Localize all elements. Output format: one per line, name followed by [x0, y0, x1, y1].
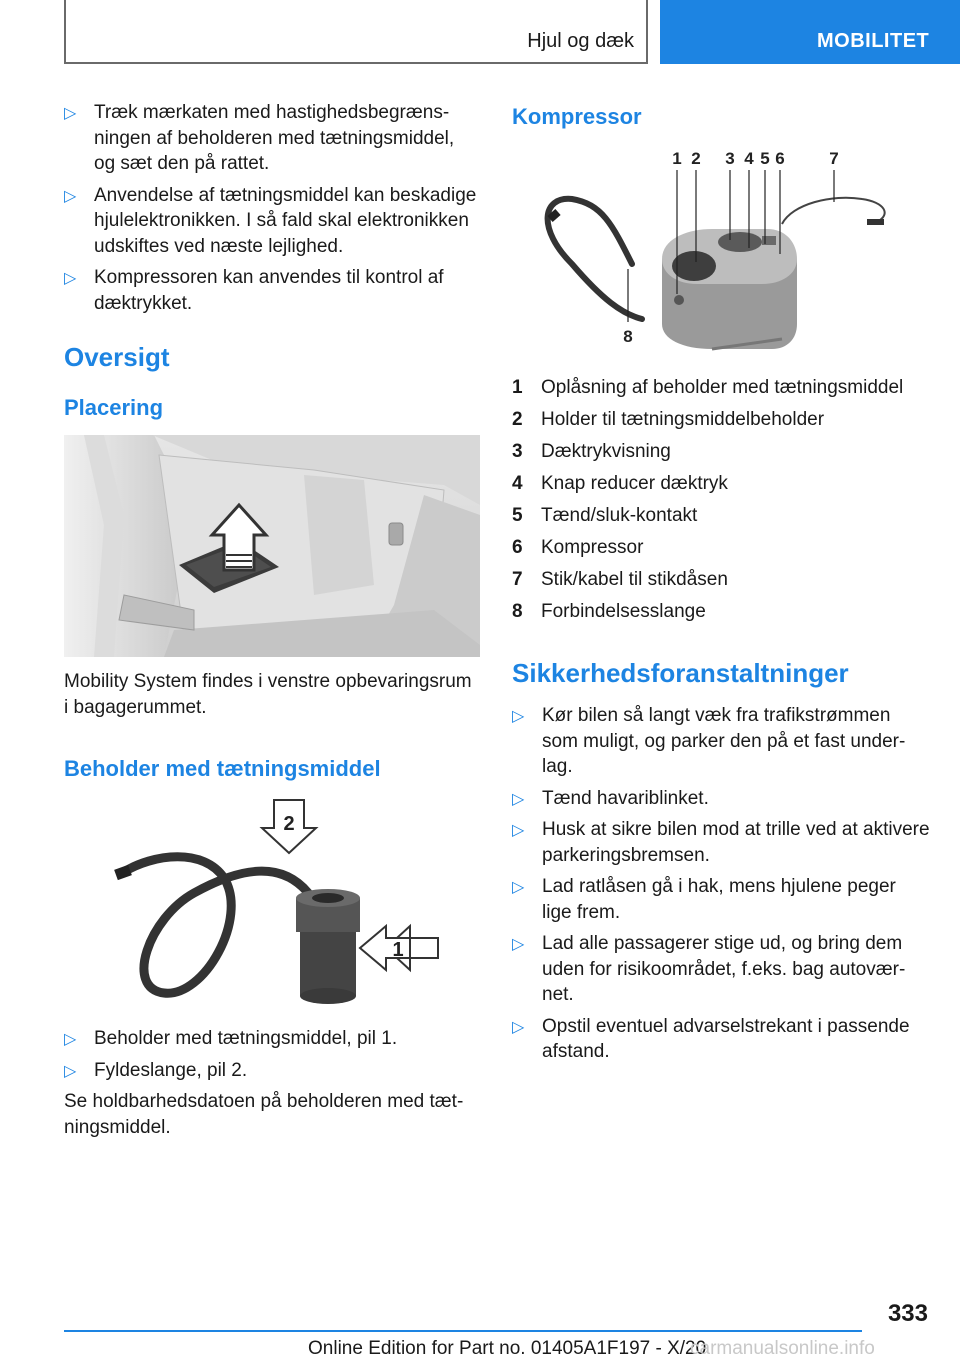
triangle-right-icon: ▷ — [64, 1031, 77, 1048]
list-item: ▷ Træk mærkaten med hastighedsbegræns-ningen af beholderen med tætningsmiddel, og sæt den på rattet. — [64, 102, 455, 174]
compressor-legend — [512, 372, 930, 628]
legend-item: 2 Holder til tætningsmiddelbeholder — [512, 409, 825, 430]
chapter-tab-label: MOBILITET — [817, 30, 930, 52]
list-item: ▷ Lad alle passagerer stige ud, og bring dem uden for risikoområdet, f.eks. bag autovær-net. — [512, 933, 906, 1005]
sealant-container-image — [64, 798, 480, 1016]
legend-item: 5 Tænd/sluk-kontakt — [512, 505, 698, 526]
chapter-tab — [660, 0, 960, 64]
section-title: Hjul og dæk — [527, 30, 634, 52]
list-item: ▷ Kompressoren kan anvendes til kontrol af dæktrykket. — [64, 267, 444, 314]
triangle-right-icon: ▷ — [512, 1018, 525, 1036]
triangle-right-icon: ▷ — [64, 105, 77, 122]
legend-item: 6 Kompressor — [512, 537, 644, 558]
footer-divider — [64, 1330, 862, 1332]
legend-item: 8 Forbindelsesslange — [512, 601, 706, 622]
diagram-number: 7 — [829, 149, 839, 168]
triangle-right-icon: ▷ — [512, 822, 525, 839]
list-item: ▷ Opstil eventuel advarselstrekant i passende afstand. — [512, 1015, 910, 1062]
diagram-number: 8 — [623, 327, 633, 346]
right-column — [512, 100, 930, 1071]
container-heading: Beholder med tætningsmiddel — [64, 756, 381, 781]
arrow-1-label: 1 — [392, 939, 404, 961]
triangle-right-icon: ▷ — [64, 270, 77, 287]
location-text: Mobility System findes i venstre opbevaringsrum i bagagerummet. — [64, 671, 472, 718]
list-item: ▷ Beholder med tætningsmiddel, pil 1. — [64, 1026, 480, 1052]
legend-item: 1 Oplåsning af beholder med tætningsmiddel — [512, 377, 904, 398]
safety-heading: Sikkerhedsforanstaltninger — [512, 658, 849, 688]
triangle-right-icon: ▷ — [512, 790, 525, 808]
trunk-location-image — [64, 435, 480, 657]
location-heading: Placering — [64, 395, 164, 420]
diagram-number: 1 — [672, 149, 682, 168]
triangle-right-icon: ▷ — [64, 187, 77, 205]
legend-item: 3 Dæktrykvisning — [512, 441, 671, 462]
diagram-number: 6 — [775, 149, 785, 168]
watermark: carmanualsonline.info — [690, 1338, 875, 1359]
compressor-diagram — [512, 144, 930, 354]
compressor-heading: Kompressor — [512, 104, 642, 129]
triangle-right-icon: ▷ — [512, 879, 525, 896]
diagram-number: 5 — [760, 149, 770, 168]
list-item: ▷ Anvendelse af tætningsmiddel kan beskadige hjulelektronikken. I så fald skal elektronikken udskiftes ved næste lejlighed. — [64, 184, 477, 257]
diagram-number: 4 — [744, 149, 754, 168]
list-item: ▷ Lad ratlåsen gå i hak, mens hjulene peger lige frem. — [512, 876, 896, 923]
list-item: ▷ Fyldeslange, pil 2. — [64, 1058, 480, 1084]
list-item: ▷ Tænd havariblinket. — [512, 786, 930, 812]
edition-text: Online Edition for Part no. 01405A1F197 - X/20 — [308, 1338, 707, 1359]
diagram-number: 3 — [725, 149, 735, 168]
triangle-right-icon: ▷ — [512, 936, 525, 953]
triangle-right-icon: ▷ — [512, 708, 525, 725]
triangle-right-icon: ▷ — [64, 1062, 77, 1080]
list-item: ▷ Kør bilen så langt væk fra trafikstrømmen som muligt, og parker den på et fast under-lag. — [512, 705, 906, 777]
arrow-2-label: 2 — [283, 813, 295, 835]
page-number: 333 — [887, 1300, 928, 1327]
list-item: ▷ Husk at sikre bilen mod at trille ved at aktivere parkeringsbremsen. — [512, 819, 930, 866]
container-text: Se holdbarhedsdatoen på beholderen med tæt-ningsmiddel. — [64, 1091, 464, 1138]
header-section-box — [64, 0, 648, 64]
legend-item: 4 Knap reducer dæktryk — [512, 473, 728, 494]
diagram-number: 2 — [691, 149, 701, 168]
overview-heading: Oversigt — [64, 342, 170, 372]
left-column — [64, 100, 480, 1146]
legend-item: 7 Stik/kabel til stikdåsen — [512, 569, 728, 590]
